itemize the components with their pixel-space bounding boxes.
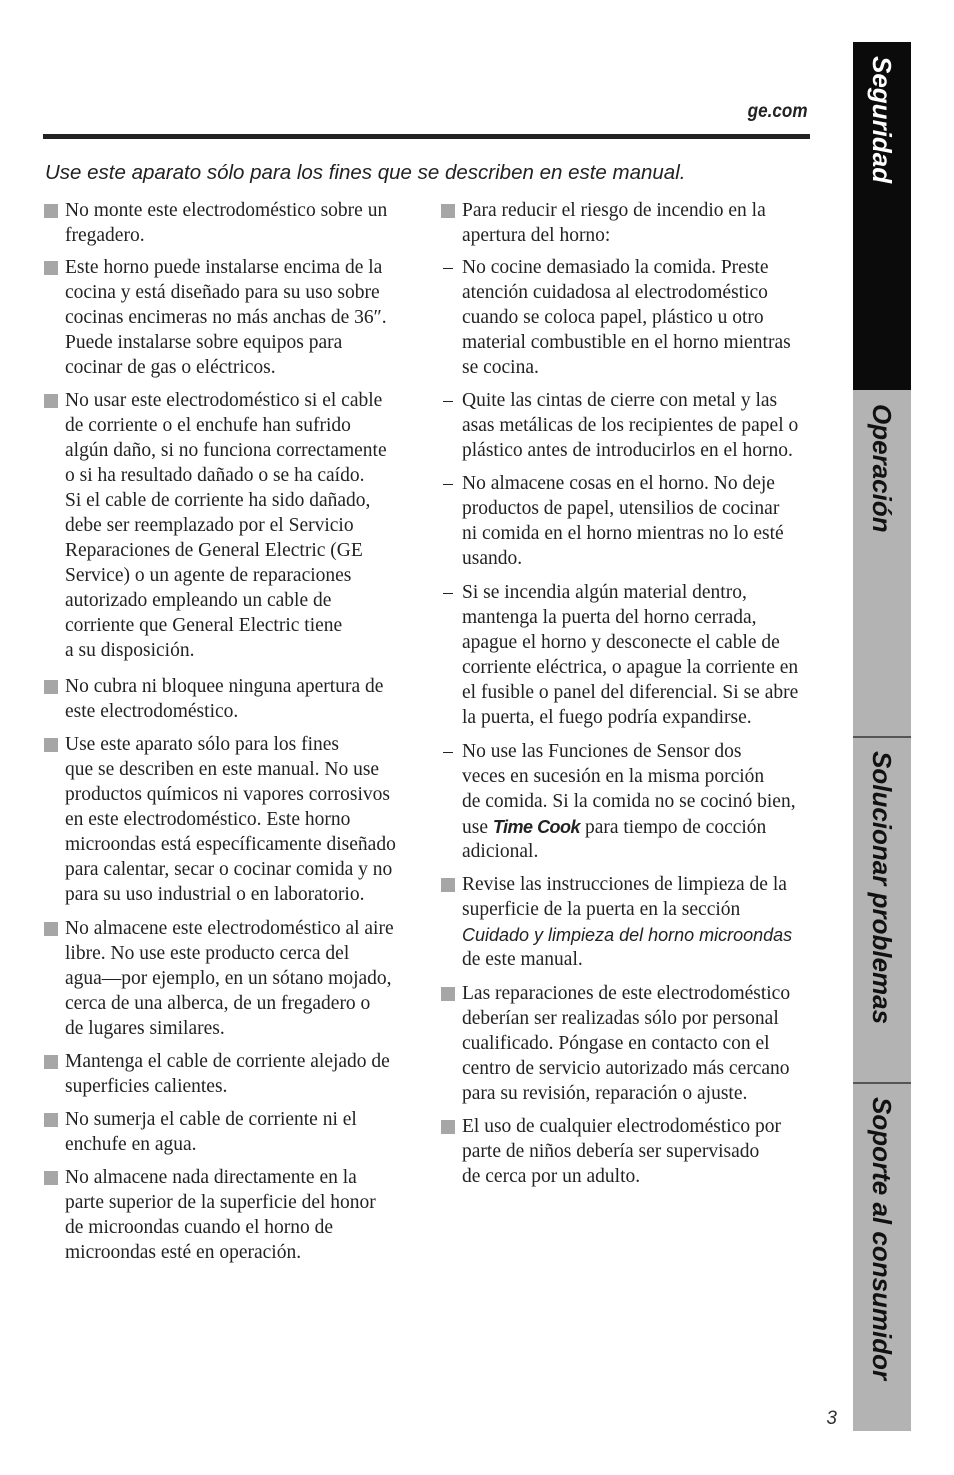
item-line: autorizado empleando un cable de [65,590,332,611]
square-bullet-icon [44,738,58,752]
item-line: Reparaciones de General Electric (GE [65,540,363,561]
item-line: para su uso industrial o en laboratorio. [65,884,365,905]
item-line: la puerta, el fuego podría expandirse. [462,707,752,728]
item-line: centro de servicio autorizado más cercano [462,1058,790,1079]
item-line: superficies calientes. [65,1076,228,1097]
item-line: usando. [462,548,523,569]
dash-bullet-icon: – [443,257,453,278]
square-bullet-icon [44,1113,58,1127]
item-line: mantenga la puerta del horno cerrada, [462,607,757,628]
item-line: Puede instalarse sobre equipos para [65,332,343,353]
item-line: Este horno puede instalarse encima de la [65,257,383,278]
tab-label: Operación [867,404,897,533]
square-bullet-icon [441,1120,455,1134]
tab-label: Solucionar problemas [867,751,897,1025]
item-line: de comida. Si la comida no se cocinó bien, [462,791,796,812]
item-line: para calentar, secar o cocinar comida y no [65,859,393,880]
item-line: este electrodoméstico. [65,701,239,722]
item-line: Revise las instrucciones de limpieza de la [462,874,787,895]
item-line: No almacene nada directamente en la [65,1167,357,1188]
item-line: o si ha resultado dañado o se ha caído. [65,465,365,486]
item-line: Para reducir el riesgo de incendio en la [462,200,766,221]
item-line: adicional. [462,841,539,862]
item-line: Si el cable de corriente ha sido dañado, [65,490,371,511]
item-line: de este manual. [462,949,583,970]
dash-bullet-icon: – [443,390,453,411]
item-line: cerca de una alberca, de un fregadero o [65,993,371,1014]
item-line: corriente que General Electric tiene [65,615,343,636]
text-fragment: para tiempo de cocción [580,817,767,838]
item-line: asas metálicas de los recipientes de papel o [462,415,799,436]
item-line: libre. No use este producto cerca del [65,943,350,964]
item-line: de lugares similares. [65,1018,225,1039]
item-line: Use este aparato sólo para los fines [65,734,339,755]
item-line: deberían ser realizadas sólo por personal [462,1008,779,1029]
section-reference: Cuidado y limpieza del horno microondas [462,925,793,945]
item-line: Las reparaciones de este electrodoméstico [462,983,791,1004]
item-line: debe ser reemplazado por el Servicio [65,515,354,536]
time-cook-key-label: Time Cook [492,817,581,837]
item-line: No cocine demasiado la comida. Preste [462,257,769,278]
item-line: parte de niños debería ser supervisado [462,1141,760,1162]
item-line: para su revisión, reparación o ajuste. [462,1083,748,1104]
item-line: No use las Funciones de Sensor dos [462,741,742,762]
item-line: algún daño, si no funciona correctamente [65,440,387,461]
square-bullet-icon [44,261,58,275]
item-line: material combustible en el horno mientras [462,332,791,353]
item-line: de corriente o el enchufe han sufrido [65,415,351,436]
intro-statement: Use este aparato sólo para los fines que se describen en este manual. [45,161,686,184]
square-bullet-icon [44,1171,58,1185]
square-bullet-icon [44,922,58,936]
item-line: agua—por ejemplo, en un sótano mojado, [65,968,392,989]
square-bullet-icon [441,878,455,892]
item-line: No cubra ni bloquee ninguna apertura de [65,676,384,697]
item-line: No usar este electrodoméstico si el cable [65,390,383,411]
item-line: productos químicos ni vapores corrosivos [65,784,390,805]
item-line: se cocina. [462,357,539,378]
item-line: apague el horno y desconecte el cable de [462,632,780,653]
item-line: microondas está específicamente diseñado [65,834,396,855]
item-line: No monte este electrodoméstico sobre un [65,200,388,221]
item-line: plástico antes de introducirlos en el horno. [462,440,793,461]
item-line: de cerca por un adulto. [462,1166,641,1187]
item-line: No almacene cosas en el horno. No deje [462,473,775,494]
item-line: corriente eléctrica, o apague la corriente en [462,657,799,678]
tab-divider [853,1082,911,1084]
text-fragment: use [462,817,493,838]
item-line: Service) o un agente de reparaciones [65,565,352,586]
item-line: Si se incendia algún material dentro, [462,582,747,603]
item-line: No sumerja el cable de corriente ni el [65,1109,357,1130]
square-bullet-icon [441,204,455,218]
square-bullet-icon [441,987,455,1001]
item-line: No almacene este electrodoméstico al aire [65,918,394,939]
dash-bullet-icon: – [443,741,453,762]
item-line: cocina y está diseñado para su uso sobre [65,282,380,303]
square-bullet-icon [44,394,58,408]
item-line: microondas esté en operación. [65,1242,302,1263]
item-line: El uso de cualquier electrodoméstico por [462,1116,781,1137]
site-url: ge.com [748,101,808,122]
item-line: apertura del horno: [462,225,611,246]
item-line: Mantenga el cable de corriente alejado de [65,1051,390,1072]
tab-label: Soporte al consumidor [867,1097,897,1381]
item-line: ni comida en el horno mientras no lo esté [462,523,784,544]
tab-seguridad[interactable] [853,42,911,390]
tab-divider [853,736,911,738]
square-bullet-icon [44,204,58,218]
item-line: Quite las cintas de cierre con metal y las [462,390,778,411]
item-line [462,814,766,840]
item-line: el fusible o panel del diferencial. Si se abre [462,682,799,703]
dash-bullet-icon: – [443,582,453,603]
item-line: cocinar de gas o eléctricos. [65,357,276,378]
item-line: cocinas encimeras no más anchas de 36″. [65,307,387,328]
item-line: veces en sucesión en la misma porción [462,766,765,787]
tab-operacion[interactable] [853,390,911,737]
item-line: fregadero. [65,225,145,246]
item-line: que se describen en este manual. No use [65,759,380,780]
item-line: superficie de la puerta en la sección [462,899,741,920]
item-line: cuando se coloca papel, plástico u otro [462,307,764,328]
item-line: atención cuidadosa al electrodoméstico [462,282,768,303]
tab-soporte-al-consumidor[interactable] [853,1083,911,1431]
item-line: cualificado. Póngase en contacto con el [462,1033,770,1054]
item-line: a su disposición. [65,640,195,661]
square-bullet-icon [44,680,58,694]
item-line: enchufe en agua. [65,1134,197,1155]
item-line: de microondas cuando el horno de [65,1217,334,1238]
page-number: 3 [826,1408,837,1429]
tab-label: Seguridad [867,56,897,184]
item-line: productos de papel, utensilios de cocinar [462,498,780,519]
item-line: parte superior de la superficie del honor [65,1192,376,1213]
dash-bullet-icon: – [443,473,453,494]
tab-solucionar-problemas[interactable] [853,737,911,1083]
square-bullet-icon [44,1055,58,1069]
item-line: en este electrodoméstico. Este horno [65,809,351,830]
header-rule [43,134,810,139]
